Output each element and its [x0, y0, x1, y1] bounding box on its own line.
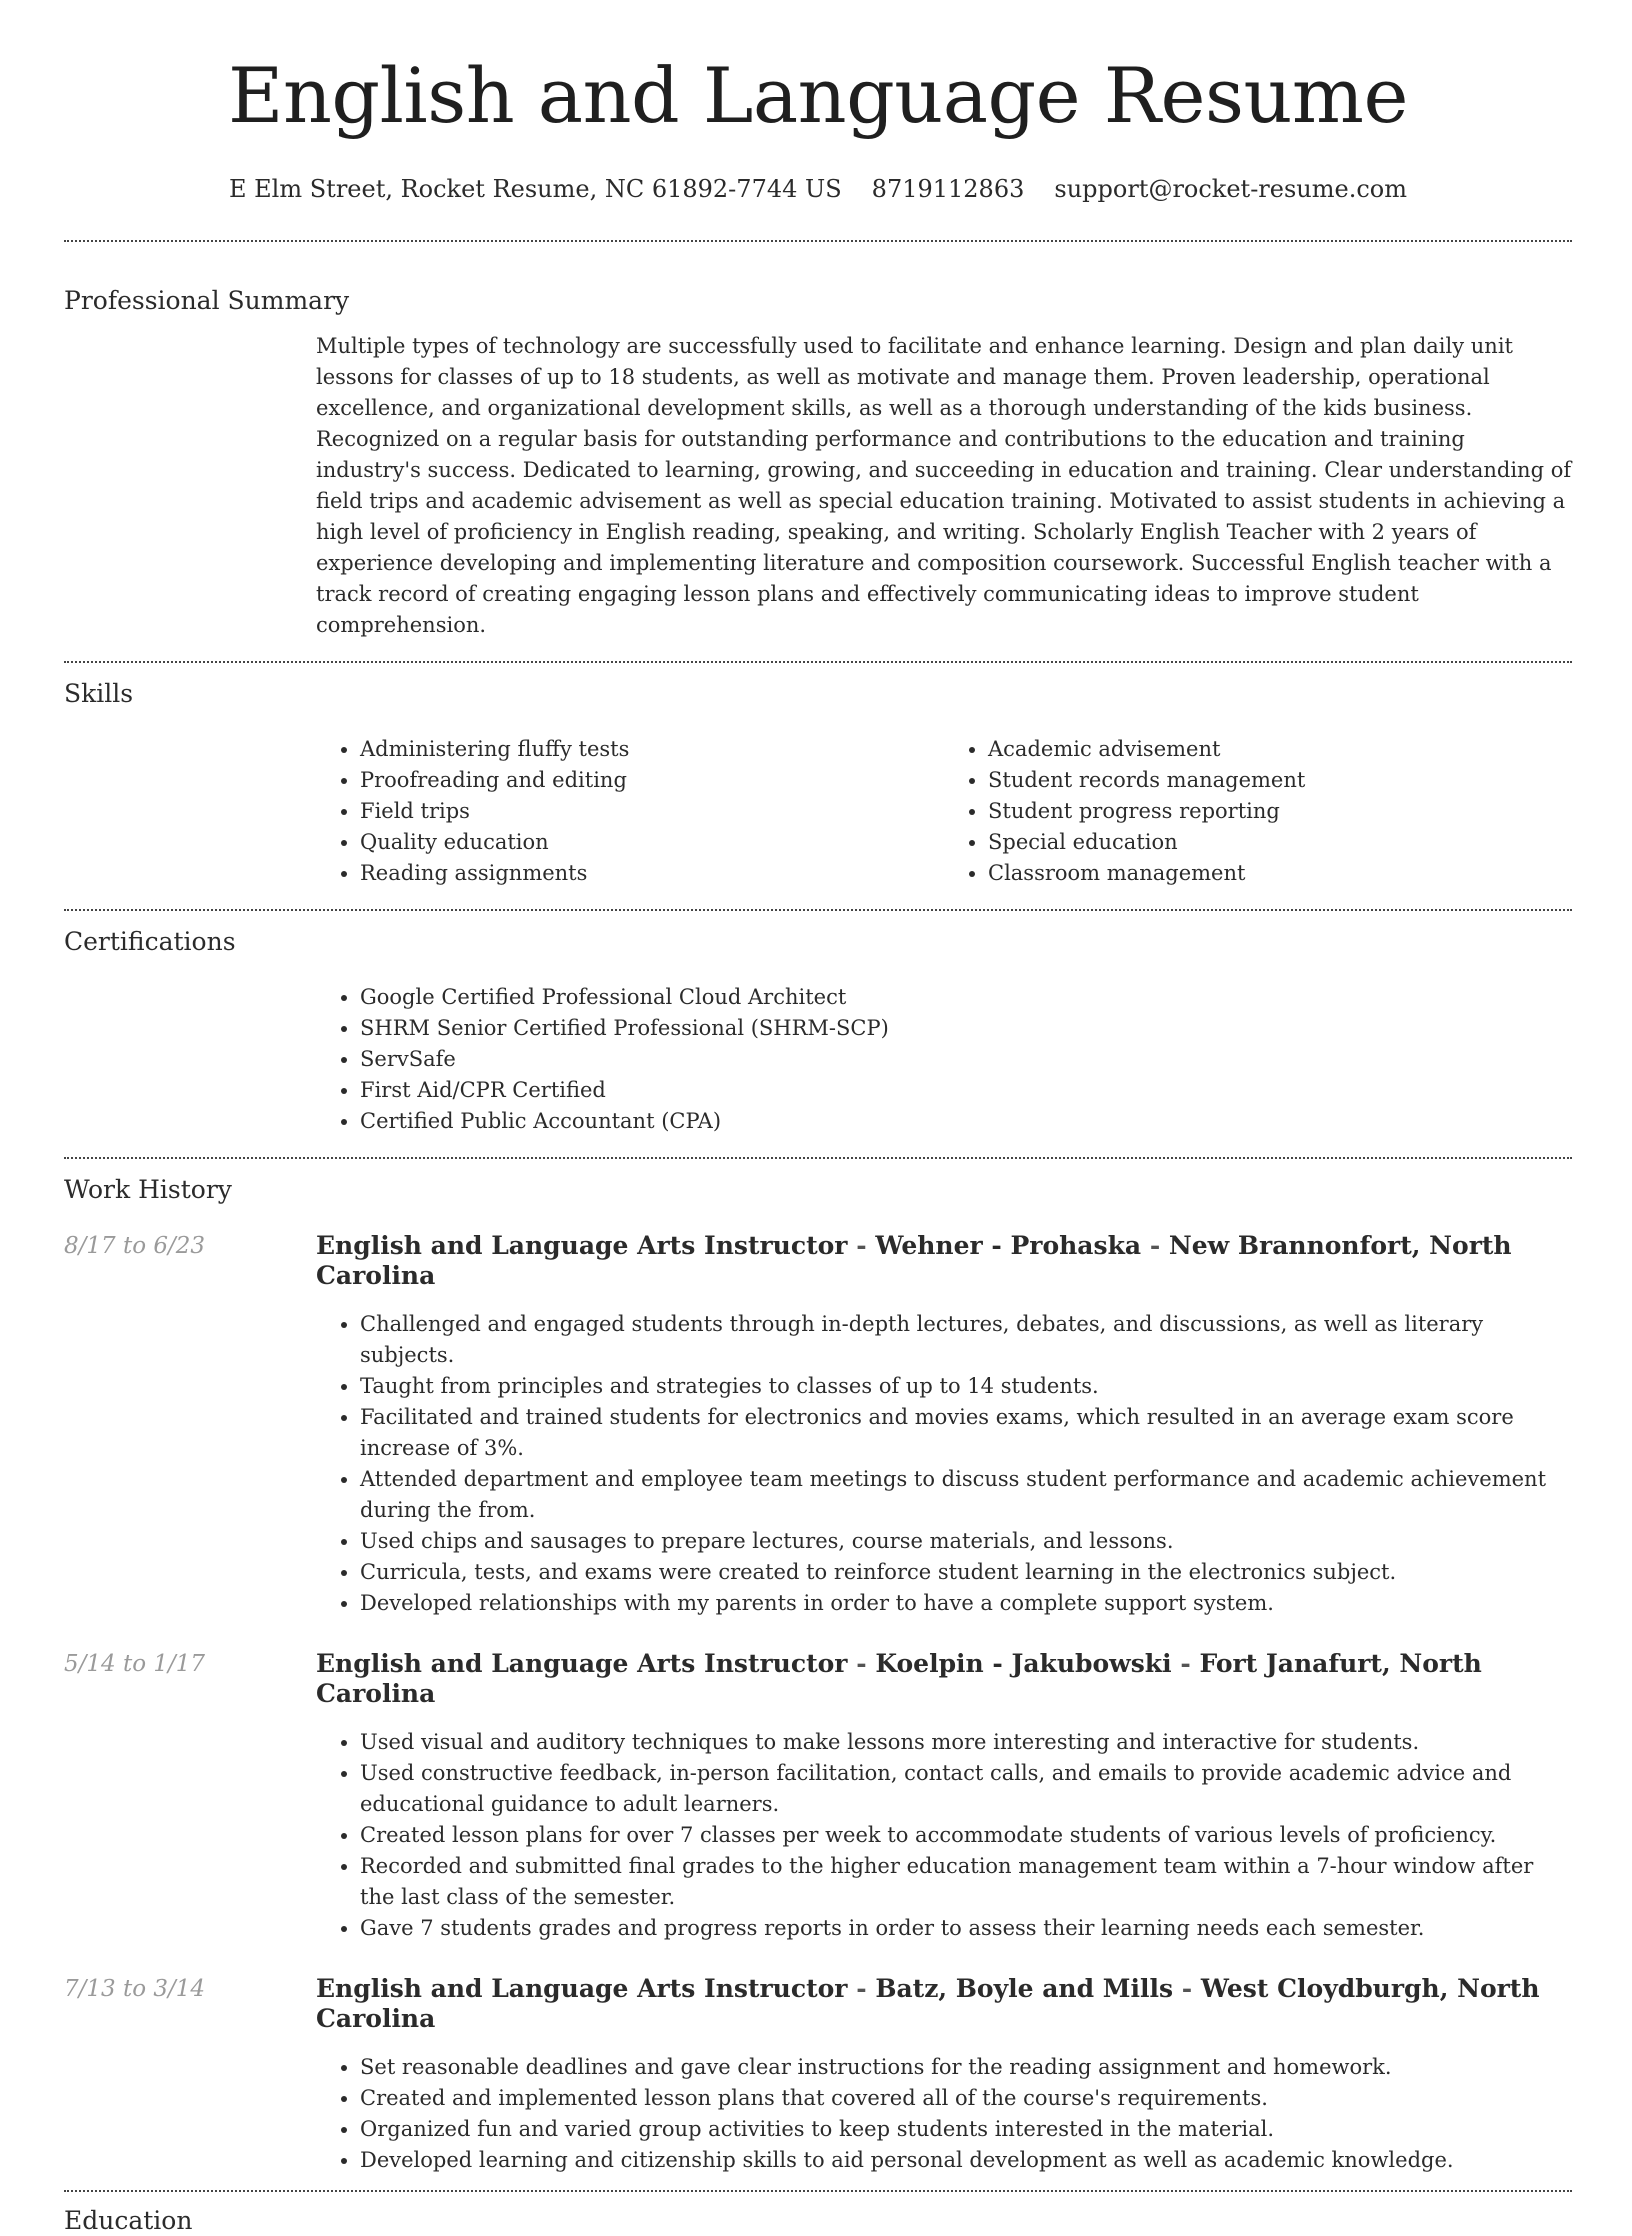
job-title: [316, 1231, 1572, 1291]
job-bullet: • Recorded and submitted final grades to the higher education management team within a 7-hour window after the last class of the semester.: [360, 1851, 1572, 1913]
skills-list-right: [944, 734, 1572, 889]
job-bullets: [316, 1309, 1572, 1619]
divider: [64, 1157, 1572, 1159]
title-separator: -: [1180, 1649, 1191, 1678]
divider: [64, 661, 1572, 663]
job-company: Koelpin - Jakubowski: [875, 1649, 1172, 1678]
title-separator: -: [856, 1649, 867, 1678]
job-bullet: • Used chips and sausages to prepare lectures, course materials, and lessons.: [360, 1526, 1572, 1557]
skills-list-left: [316, 734, 944, 889]
certifications-body: [316, 982, 1572, 1137]
resume-name: English and Language Resume: [228, 51, 1408, 140]
job-location: New Brannonfort, North Carolina: [316, 1231, 1512, 1290]
title-separator: -: [856, 1231, 867, 1260]
summary-body: [316, 331, 1572, 641]
divider: [64, 240, 1572, 242]
summary-text: Multiple types of technology are successfully used to facilitate and enhance learning. Design and plan daily unit lessons for classes of up to 18 students, as well as motivate and manage them. Proven leadership, operational excellence, and organizational development skills, as well as a thorough understanding of the kids business. Recognized on a regular basis for outstanding performance and contributions to the education and training industry's success. Dedicated to learning, growing, and succeeding in education and training. Clear understanding of field trips and academic advisement as well as special education training. Motivated to assist students in achieving a high level of proficiency in English reading, speaking, and writing. Scholarly English Teacher with 2 years of experience developing and implementing literature and composition coursework. Successful English teacher with a track record of creating engaging lesson plans and effectively communicating ideas to improve student comprehension.: [316, 334, 1572, 637]
skill-item: • Proofreading and editing: [360, 765, 944, 796]
job-bullet: • Used constructive feedback, in-person facilitation, contact calls, and emails to provide academic advice and educational guidance to adult learners.: [360, 1758, 1572, 1820]
job-bullet: • Set reasonable deadlines and gave clear instructions for the reading assignment and homework.: [360, 2052, 1572, 2083]
skill-item: • Student progress reporting: [988, 796, 1572, 827]
job-bullets: [316, 1727, 1572, 1944]
job-dates: 5/14 to 1/17: [64, 1651, 206, 1677]
section-title-skills: Skills: [64, 679, 134, 708]
skill-item: • Special education: [988, 827, 1572, 858]
divider: [64, 2190, 1572, 2192]
job-details: [316, 1231, 1572, 1619]
title-separator: -: [1181, 1974, 1193, 2003]
skill-item: • Classroom management: [988, 858, 1572, 889]
job-bullet: • Challenged and engaged students through in-depth lectures, debates, and discussions, as well as literary subjects.: [360, 1309, 1572, 1371]
skills-section: [64, 679, 1572, 889]
job-role: English and Language Arts Instructor: [316, 1649, 848, 1678]
skill-item: • Quality education: [360, 827, 944, 858]
section-title-certifications: Certifications: [64, 927, 236, 956]
job-bullet: • Organized fun and varied group activities to keep students interested in the material.: [360, 2114, 1572, 2145]
section-title-education: Education: [64, 2206, 193, 2235]
job-bullet: • Created and implemented lesson plans that covered all of the course's requirements.: [360, 2083, 1572, 2114]
resume-page: [64, 0, 1572, 2236]
job-location: Fort Janafurt, North Carolina: [316, 1649, 1482, 1708]
certification-item: • Certified Public Accountant (CPA): [360, 1106, 1572, 1137]
job-location: West Cloydburgh, North Carolina: [316, 1974, 1540, 2033]
job-bullet: • Used visual and auditory techniques to make lessons more interesting and interactive for students.: [360, 1727, 1572, 1758]
education-section: [64, 2206, 1572, 2236]
skill-item: • Field trips: [360, 796, 944, 827]
certifications-list: [316, 982, 1572, 1137]
summary-section: [64, 286, 1572, 641]
skills-grid: [316, 734, 1572, 889]
job-company: Batz, Boyle and Mills: [875, 1974, 1174, 2003]
skill-item: • Reading assignments: [360, 858, 944, 889]
job-company: Wehner - Prohaska: [875, 1231, 1142, 1260]
job-bullet: • Attended department and employee team meetings to discuss student performance and academic achievement during the from.: [360, 1464, 1572, 1526]
job-details: [316, 1649, 1572, 1944]
job-role: English and Language Arts Instructor: [316, 1231, 848, 1260]
skill-item: • Academic advisement: [988, 734, 1572, 765]
divider: [64, 909, 1572, 911]
job-dates: 7/13 to 3/14: [64, 1976, 206, 2002]
job-title: [316, 1649, 1572, 1709]
section-title-summary: Professional Summary: [64, 286, 350, 315]
job-bullet: • Developed relationships with my parents in order to have a complete support system.: [360, 1588, 1572, 1619]
certification-item: • Google Certified Professional Cloud Architect: [360, 982, 1572, 1013]
job-bullet: • Curricula, tests, and exams were created to reinforce student learning in the electronics subject.: [360, 1557, 1572, 1588]
job-bullet: • Taught from principles and strategies to classes of up to 14 students.: [360, 1371, 1572, 1402]
work-history-section: [64, 1175, 1572, 2176]
title-separator: -: [856, 1974, 867, 2003]
job-bullet: • Gave 7 students grades and progress reports in order to assess their learning needs each semester.: [360, 1913, 1572, 1944]
job-bullet: • Facilitated and trained students for electronics and movies exams, which resulted in an average exam score increase of 3%.: [360, 1402, 1572, 1464]
job-role: English and Language Arts Instructor: [316, 1974, 848, 2003]
job-bullet: • Created lesson plans for over 7 classes per week to accommodate students of various levels of proficiency.: [360, 1820, 1572, 1851]
certifications-section: [64, 927, 1572, 1137]
job-bullet: • Developed learning and citizenship skills to aid personal development as well as academic knowledge.: [360, 2145, 1572, 2176]
section-title-work-history: Work History: [64, 1175, 232, 1204]
job-entry: [64, 1974, 1572, 2176]
contact-line: [64, 174, 1572, 204]
title-separator: -: [1149, 1231, 1161, 1260]
contact-email[interactable]: support@rocket-resume.com: [1054, 175, 1407, 203]
contact-address: E Elm Street, Rocket Resume, NC 61892-7744 US: [229, 175, 842, 203]
job-entry: [64, 1649, 1572, 1944]
certification-item: • SHRM Senior Certified Professional (SHRM-SCP): [360, 1013, 1572, 1044]
job-dates: 8/17 to 6/23: [64, 1233, 206, 1259]
contact-phone: 8719112863: [871, 175, 1025, 203]
job-title: [316, 1974, 1572, 2034]
skill-item: • Administering fluffy tests: [360, 734, 944, 765]
job-details: [316, 1974, 1572, 2176]
certification-item: • ServSafe: [360, 1044, 1572, 1075]
certification-item: • First Aid/CPR Certified: [360, 1075, 1572, 1106]
skill-item: • Student records management: [988, 765, 1572, 796]
job-bullets: [316, 2052, 1572, 2176]
job-entry: [64, 1231, 1572, 1619]
